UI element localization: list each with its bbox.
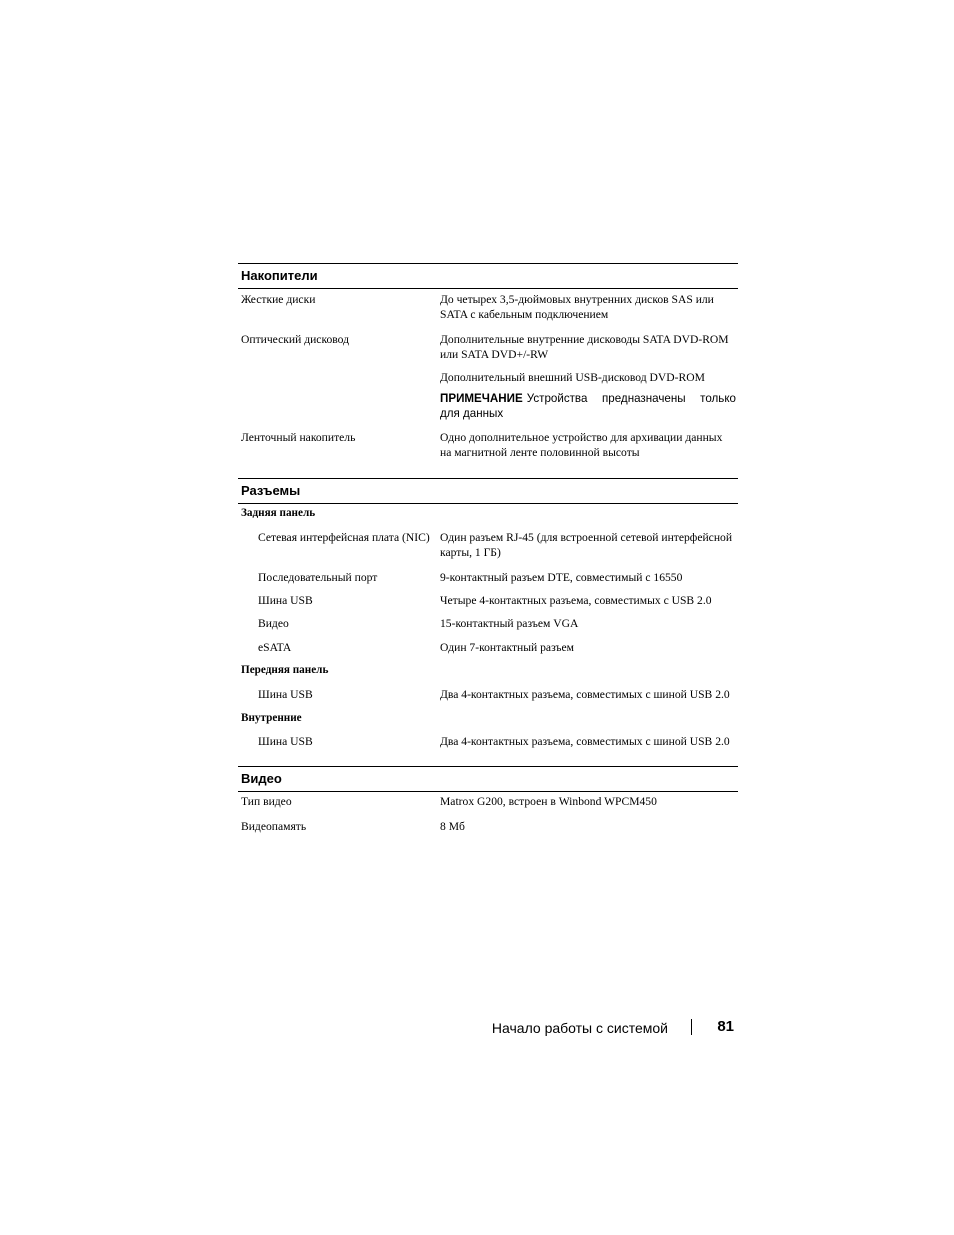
connectors-heading: Разъемы [238, 478, 738, 504]
spec-label: Сетевая интерфейсная плата (NIC) [258, 530, 430, 544]
spec-value: Matrox G200, встроен в Winbond WPCM450 [440, 795, 657, 809]
note-text: Устройства предназначены только для данных [440, 392, 736, 421]
spec-row-serial [238, 570, 738, 585]
spec-label: Шина USB [258, 594, 313, 608]
spec-row-hdd [238, 292, 738, 323]
spec-row-tape [238, 430, 738, 461]
note [440, 391, 736, 421]
spec-label: Оптический дисковод [241, 332, 350, 346]
spec-value: Одно дополнительное устройство для архивации данных на магнитной ленте половинной высоты [440, 431, 723, 460]
spec-value: 15-контактный разъем VGA [440, 617, 579, 631]
spec-label: Ленточный накопитель [241, 431, 356, 445]
storage-heading: Накопители [238, 263, 738, 289]
spec-row-nic [238, 530, 738, 561]
specifications-table [238, 263, 738, 834]
spec-value: 9-контактный разъем DTE, совместимый с 16550 [440, 570, 683, 584]
footer-divider [691, 1019, 692, 1035]
internal-heading: Внутренние [241, 711, 302, 724]
spec-label: Шина USB [258, 734, 313, 748]
spec-row-rear-usb [238, 593, 738, 608]
spec-row-front-usb [238, 687, 738, 702]
spec-row-video [238, 616, 738, 631]
spec-row-optical-ext [238, 370, 738, 385]
spec-value: До четырех 3,5-дюймовых внутренних дисков SAS или SATA с кабельным подключением [440, 293, 714, 322]
spec-value: Один разъем RJ-45 (для встроенной сетевой интерфейсной карты, 1 ГБ) [440, 530, 733, 560]
spec-row-video-memory [238, 819, 738, 834]
video-heading: Видео [238, 766, 738, 792]
spec-row-note [238, 391, 738, 421]
spec-label: Последовательный порт [258, 570, 378, 584]
spec-value: Два 4-контактных разъема, совместимых с шиной USB 2.0 [440, 688, 730, 702]
spec-value: Четыре 4-контактных разъема, совместимых с USB 2.0 [440, 594, 712, 608]
spec-row-video-type [238, 794, 738, 809]
spec-label: Шина USB [258, 688, 313, 702]
spec-label: eSATA [258, 640, 292, 654]
spec-label: Тип видео [241, 795, 292, 809]
spec-label: Жесткие диски [241, 293, 316, 306]
spec-value: Дополнительный внешний USB-дисковод DVD-ROM [440, 370, 705, 384]
spec-label: Видеопамять [241, 819, 307, 833]
page-number: 81 [717, 1018, 734, 1035]
spec-value: Один 7-контактный разъем [440, 640, 574, 654]
footer-title: Начало работы с системой [491, 1020, 668, 1036]
spec-label: Видео [258, 617, 289, 631]
spec-value: Дополнительные внутренние дисководы SATA DVD-ROM или SATA DVD+/-RW [440, 332, 729, 362]
page-footer [440, 1018, 734, 1038]
spec-row-esata [238, 640, 738, 655]
rear-panel-heading: Задняя панель [241, 506, 316, 519]
spec-value: Два 4-контактных разъема, совместимых с шиной USB 2.0 [440, 734, 730, 748]
spec-row-optical [238, 332, 738, 363]
note-label: ПРИМЕЧАНИЕ [440, 392, 523, 406]
spec-row-internal-usb [238, 734, 738, 749]
front-panel-heading: Передняя панель [241, 664, 329, 677]
spec-value: 8 Мб [440, 819, 465, 833]
